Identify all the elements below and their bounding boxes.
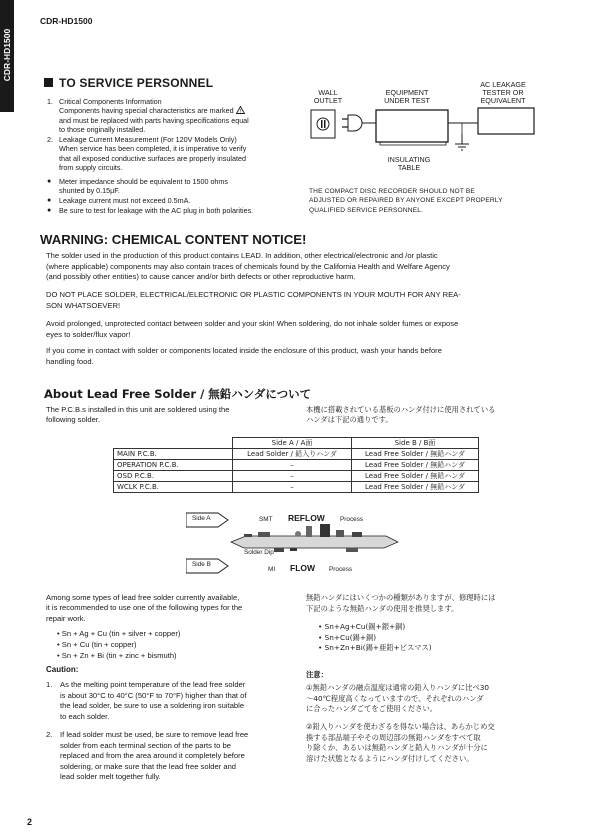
service-title (44, 76, 213, 90)
caution-item-1-jp: ①無鉛ハンダの融点温度は通常の鉛入りハンダに比べ30 〜40℃程度高くなっていますので、それぞれのハンダ に合ったハンダごてをご使用ください。 (306, 683, 490, 714)
table-header: Side A / A面 (233, 438, 352, 449)
list-item: • Sn+Ag+Cu(錫+銀+銅) (318, 622, 406, 631)
equipment-box (376, 110, 448, 142)
bullet-dot-icon: ● (47, 207, 52, 214)
smt-label: SMT (259, 516, 273, 523)
lead-free-title: About Lead Free Solder / 無鉛ハンダについて (44, 387, 312, 401)
service-bullet (47, 196, 287, 205)
caution-item-2: 2. If lead solder must be used, be sure to remove lead free solder from each terminal section of the parts to be replaced and from the area around it completely before soldering, or make sure that the lead free solder and lead solder melt together fully. (46, 730, 249, 782)
service-item-2-line: When service has been completed, it is imperative to verify (59, 144, 247, 154)
service-item-2 (47, 135, 287, 173)
table-row: OPERATION P.C.B. – Lead Free Solder / 無鉛ハンダ (114, 460, 479, 471)
ground-icon (455, 144, 469, 150)
service-item-2-line: Leakage Current Measurement (For 120V Models Only) (59, 135, 237, 144)
solder-types-intro-jp: 無鉛ハンダにはいくつかの種類がありますが、修理時には 下記のような無鉛ハンダの使用を推奨します。 (306, 593, 496, 613)
leakage-test-diagram (300, 104, 560, 158)
process-label-b: Process (329, 566, 353, 573)
service-bullet-line: Leakage current must not exceed 0.5mA. (59, 196, 191, 205)
service-item-1-line: Components having special characteristics are marked ! (59, 106, 287, 115)
warning-paragraph: DO NOT PLACE SOLDER, ELECTRICAL/ELECTRONIC OR PLASTIC COMPONENTS IN YOUR MOUTH FOR ANY REA- SON WHATSOEVER! (46, 290, 461, 310)
model-header: CDR-HD1500 (40, 16, 93, 26)
side-a-label: Side A (192, 515, 211, 522)
outlet-socket-icon (317, 118, 329, 130)
service-item-2-line: from supply circuits. (59, 163, 123, 173)
service-item-1-number: 1. (47, 97, 53, 106)
caution-item-1: 1. As the melting point temperature of the lead free solder is about 30°C to 40°C (50°F to 70°F) higher than that of the lead solder, be sure to use a soldering iron suitable to each solder. (46, 680, 247, 721)
service-bullet-line: shunted by 0.15µF. (59, 186, 120, 196)
caution-item-2-jp: ②鉛入りハンダを使わざるを得ない場合は、あらかじめ交 換する部品端子やその周辺部の無鉛ハンダをすべて取 り除くか、あるいは無鉛ハンダと鉛入りハンダが十分に 溶けた状態となるようにハンダ付けしてください。 (306, 722, 495, 763)
list-item: • Sn + Zn + Bi (tin + zinc + bismuth) (57, 651, 177, 660)
mi-label: MI (268, 566, 276, 573)
bullet-dot-icon: ● (47, 178, 52, 185)
equipment-label: EQUIPMENT UNDER TEST (384, 88, 430, 106)
side-b-label: Side B (192, 561, 211, 568)
svg-text:!: ! (239, 109, 241, 115)
tester-box (478, 108, 534, 134)
process-label-a: Process (340, 516, 364, 523)
solder-types-list-en (57, 628, 180, 661)
lead-free-intro-jp: 本機に搭載されている基板のハンダ付けに使用されている ハンダは下記の通りです。 (306, 405, 496, 425)
insulating-table-label: INSULATING TABLE (387, 155, 431, 173)
table-header-row (114, 438, 479, 449)
flow-label: FLOW (290, 563, 316, 573)
service-bullet-line: Meter impedance should be equivalent to 1500 ohms (59, 177, 229, 186)
page-number: 2 (27, 817, 33, 827)
list-item: • Sn+Zn+Bi(錫+亜鉛+ビスマス) (318, 643, 432, 653)
wall-outlet-label: WALL OUTLET (313, 88, 343, 106)
service-item-1-line: Critical Components Information (59, 97, 162, 106)
plug-prongs-icon (342, 119, 348, 127)
caution-title: Caution: (46, 665, 79, 674)
list-item: • Sn + Ag + Cu (tin + silver + copper) (57, 629, 181, 638)
lead-free-intro-en: The P.C.B.s installed in this unit are soldered using the following solder. (46, 405, 230, 425)
table-header: Side B / B面 (352, 438, 479, 449)
list-item: • Sn + Cu (tin + copper) (57, 640, 137, 649)
service-bullet-line: Be sure to test for leakage with the AC plug in both polarities. (59, 206, 254, 215)
solder-types-list-jp (318, 622, 583, 654)
table-row: MAIN P.C.B. Lead Solder / 鉛入りハンダ Lead Free Solder / 無鉛ハンダ (114, 449, 479, 460)
pcb-board-icon (231, 536, 398, 548)
warning-paragraph: Avoid prolonged, unprotected contact between solder and your skin! When soldering, do not inhale solder fumes or expose eyes to solder/flux vapor! (46, 319, 459, 339)
square-bullet-icon (44, 78, 53, 87)
service-bullet (47, 206, 287, 215)
service-item-1-line: and must be replaced with parts having specifications equal (59, 115, 249, 125)
reflow-label: REFLOW (288, 513, 325, 523)
pcb-solder-table (113, 437, 479, 493)
service-title-text: TO SERVICE PERSONNEL (59, 76, 214, 90)
caution-title-jp: 注意： (306, 670, 328, 679)
service-item-2-number: 2. (47, 135, 53, 144)
compact-disc-notice: THE COMPACT DISC RECORDER SHOULD NOT BE ADJUSTED OR REPAIRED BY ANYONE EXCEPT PROPERLY QUALIFIED SERVICE PERSONNEL. (309, 188, 503, 214)
warning-paragraph: The solder used in the production of this product contains LEAD. In addition, other electrical/electronic and /or plastic (where applicable) components may also contain traces of chemicals found by the California Health and Welfare Agency (and possibly other entities) to cause cancer and/or birth defects or other reproductive harm. (46, 251, 450, 282)
service-bullet (47, 177, 287, 196)
service-item-1-line: to those originally installed. (59, 125, 146, 135)
table-row: WCLK P.C.B. – Lead Free Solder / 無鉛ハンダ (114, 482, 479, 493)
warning-triangle-icon (236, 106, 245, 114)
table-row: OSD P.C.B. – Lead Free Solder / 無鉛ハンダ (114, 471, 479, 482)
ac-leakage-label: AC LEAKAGE TESTER OR EQUIVALENT (480, 80, 526, 106)
warning-title: WARNING: CHEMICAL CONTENT NOTICE! (40, 232, 307, 247)
solder-dip-label: Solder Dip (244, 549, 274, 556)
solder-types-intro-en: Among some types of lead free solder currently available, it is recommended to use one of the following types for the repair work. (46, 593, 243, 623)
side-tab-label: CDR-HD1500 (2, 28, 12, 82)
service-item-2-line: that all exposed conductive surfaces are properly insulated (59, 153, 246, 163)
bullet-dot-icon: ● (47, 197, 52, 204)
warning-paragraph: If you come in contact with solder or components located inside the enclosure of this product, wash your hands before handling food. (46, 346, 442, 366)
service-item-1 (47, 97, 287, 135)
list-item: • Sn+Cu(錫+銅) (318, 632, 377, 642)
